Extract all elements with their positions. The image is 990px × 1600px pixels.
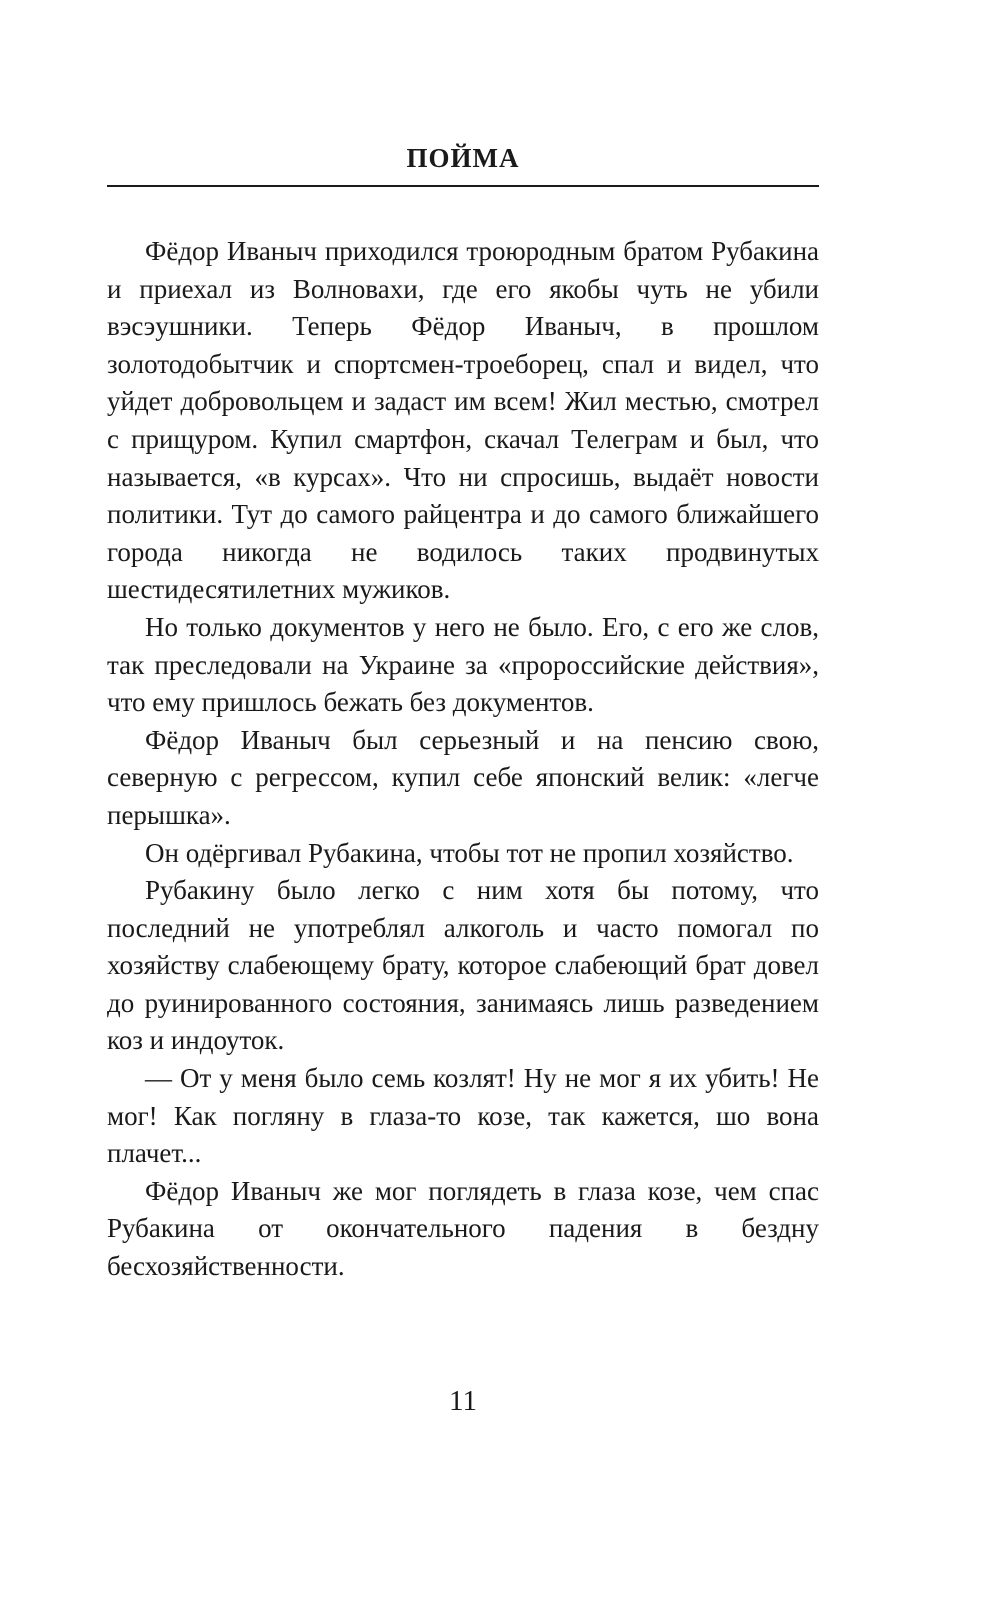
- page-number: 11: [449, 1385, 477, 1417]
- header-rule: [107, 185, 819, 187]
- paragraph: Но только документов у него не было. Его, с его же слов, так преследовали на Украине за «пророссийские действия», что ему пришлось бежать без документов.: [107, 611, 819, 718]
- book-page: [107, 0, 819, 1600]
- paragraph: Рубакину было легко с ним хотя бы потому, что последний не употреблял алкоголь и часто помогал по хозяйству слабеющему брату, которое слабеющий брат довел до руинированного состояния, занимаясь лишь разведением коз и индоуток.: [107, 875, 819, 1056]
- paragraph: — От у меня было семь козлят! Ну не мог я их убить! Не мог! Как погляну в глаза-то козе, так кажется, шо вона плачет...: [107, 1063, 819, 1169]
- paragraph: Фёдор Иваныч приходился троюродным братом Рубакина и приехал из Волновахи, где его якобы чуть не убили вэсэушники. Теперь Фёдор Иваныч, в прошлом золотодобытчик и спортсмен-троеборец, спал и видел, что уйдет добровольцем и задаст им всем! Жил местью, смотрел с прищуром. Купил смартфон, скачал Телеграм и был, что называется, «в курсах». Что ни спросишь, выдаёт новости политики. Тут до самого райцентра и до самого ближайшего города никогда не водилось таких продвинутых шестидесятилетних мужиков.: [107, 236, 819, 605]
- paragraph: Он одёргивал Рубакина, чтобы тот не пропил хозяйство.: [145, 837, 794, 868]
- running-head: ПОЙМА: [406, 143, 520, 173]
- body-text: [107, 233, 819, 1286]
- paragraph: Фёдор Иваныч же мог поглядеть в глаза козе, чем спас Рубакина от окончательного падения в бездну бесхозяйственности.: [107, 1175, 819, 1282]
- paragraph: Фёдор Иваныч был серьезный и на пенсию свою, северную с регрессом, купил себе японский велик: «легче перышка».: [107, 724, 819, 830]
